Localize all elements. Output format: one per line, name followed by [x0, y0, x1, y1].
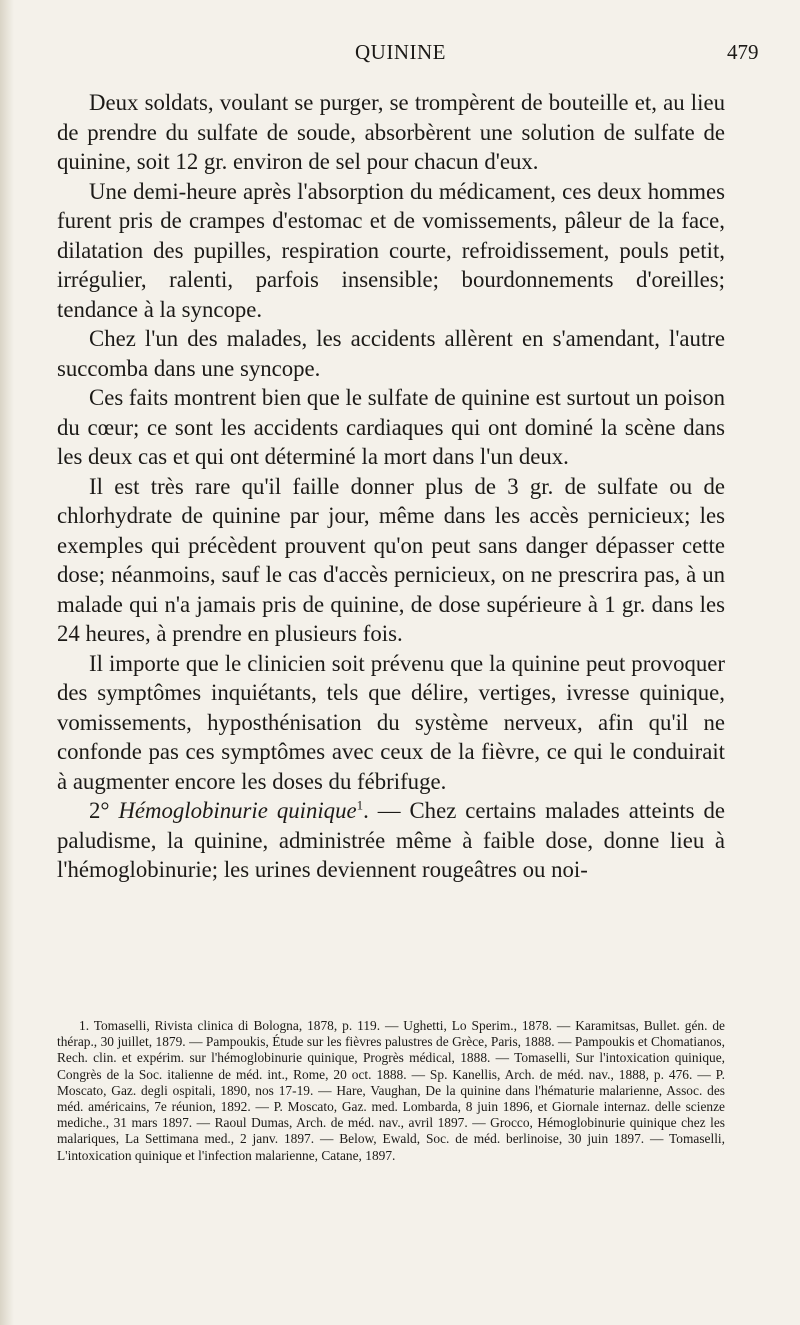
running-title: QUININE: [355, 40, 446, 64]
paragraph-1: Deux soldats, voulant se purger, se trompèrent de bouteille et, au lieu de prendre du sulfate de soude, absorbèrent une solution de sulfate de quinine, soit 12 gr. environ de sel pour chacun d'eux.: [57, 90, 725, 174]
footnote-1: 1. Tomaselli, Rivista clinica di Bologna, 1878, p. 119. — Ughetti, Lo Sperim., 1878. — Karamitsas, Bullet. gén. de thérap., 30 juillet, 1879. — Pampoukis, Étude sur les fièvres palustres de Grèce, Paris, 1888. — Pampoukis et Chomatianos, Rech. clin. et expérim. sur l'hémoglobinurie quinique, Progrès médical, 1888. — Tomaselli, Sur l'intoxication quinique, Congrès de la Soc. italienne de méd. int., Rome, 20 oct. 1888. — Sp. Kanellis, Arch. de méd. nav., 1888, p. 476. — P. Moscato, Gaz. degli ospitali, 1890, nos 17-19. — Hare, Vaughan, De la quinine dans l'hématurie malarienne, Assoc. des méd. américains, 7e réunion, 1892. — P. Moscato, Gaz. med. Lombarda, 8 juin 1896, et Giornale internaz. delle scienze mediche., 31 mars 1897. — Raoul Dumas, Arch. de méd. nav., avril 1897. — Grocco, Hémoglobinurie quinique chez les malariques, La Settimana med., 2 janv. 1897. — Below, Ewald, Soc. de méd. berlinoise, 30 juin 1897. — Tomaselli, L'intoxication quinique et l'infection malarienne, Catane, 1897.: [57, 1018, 725, 1163]
running-head: [0, 40, 800, 74]
paragraph-7-text: . — Chez certains malades atteints de paludisme, la quinine, administrée même à faible dose, donne lieu à l'hémoglobinurie; les urines deviennent rougeâtres ou noi-: [57, 798, 726, 882]
page-edge-shadow: [0, 0, 14, 1325]
paragraph-5: Il est très rare qu'il faille donner plus de 3 gr. de sulfate ou de chlorhydrate de quinine par jour, même dans les accès pernicieux; les exemples qui précèdent prouvent qu'on peut sans danger dépasser cette dose; néanmoins, sauf le cas d'accès pernicieux, on ne prescrira pas, à un malade qui n'a jamais pris de quinine, de dose supérieure à 1 gr. dans les 24 heures, à prendre en plusieurs fois.: [57, 473, 725, 646]
paragraph-2: Une demi-heure après l'absorption du médicament, ces deux hommes furent pris de crampes d'estomac et de vomissements, pâleur de la face, dilatation des pupilles, respiration courte, refroidissement, pouls petit, irrégulier, ralenti, parfois insensible; bourdonnements d'oreilles; tendance à la syncope.: [57, 178, 725, 322]
footnote-reference: 1: [356, 797, 364, 813]
paragraph-4: Ces faits montrent bien que le sulfate de quinine est surtout un poison du cœur; ce sont les accidents cardiaques qui ont dominé la scène dans les deux cas et qui ont déterminé la mort dans l'un deux.: [57, 385, 725, 469]
section-number: 2°: [89, 798, 110, 823]
paragraph-6: Il importe que le clinicien soit prévenu que la quinine peut provoquer des symptômes inquiétants, tels que délire, vertiges, ivresse quinique, vomissements, hyposthénisation du système nerveux, afin qu'il ne confonde pas ces symptômes avec ceux de la fièvre, ce qui le conduirait à augmenter encore les doses du fébrifuge.: [57, 650, 725, 794]
body-text: [57, 88, 725, 885]
footnotes: [57, 1018, 725, 1164]
page-number: 479: [727, 40, 759, 64]
paragraph-3: Chez l'un des malades, les accidents allèrent en s'amendant, l'autre succomba dans une syncope.: [57, 326, 725, 381]
section-title: Hémoglobinurie quinique: [118, 798, 357, 823]
paragraph-7: [57, 796, 725, 885]
